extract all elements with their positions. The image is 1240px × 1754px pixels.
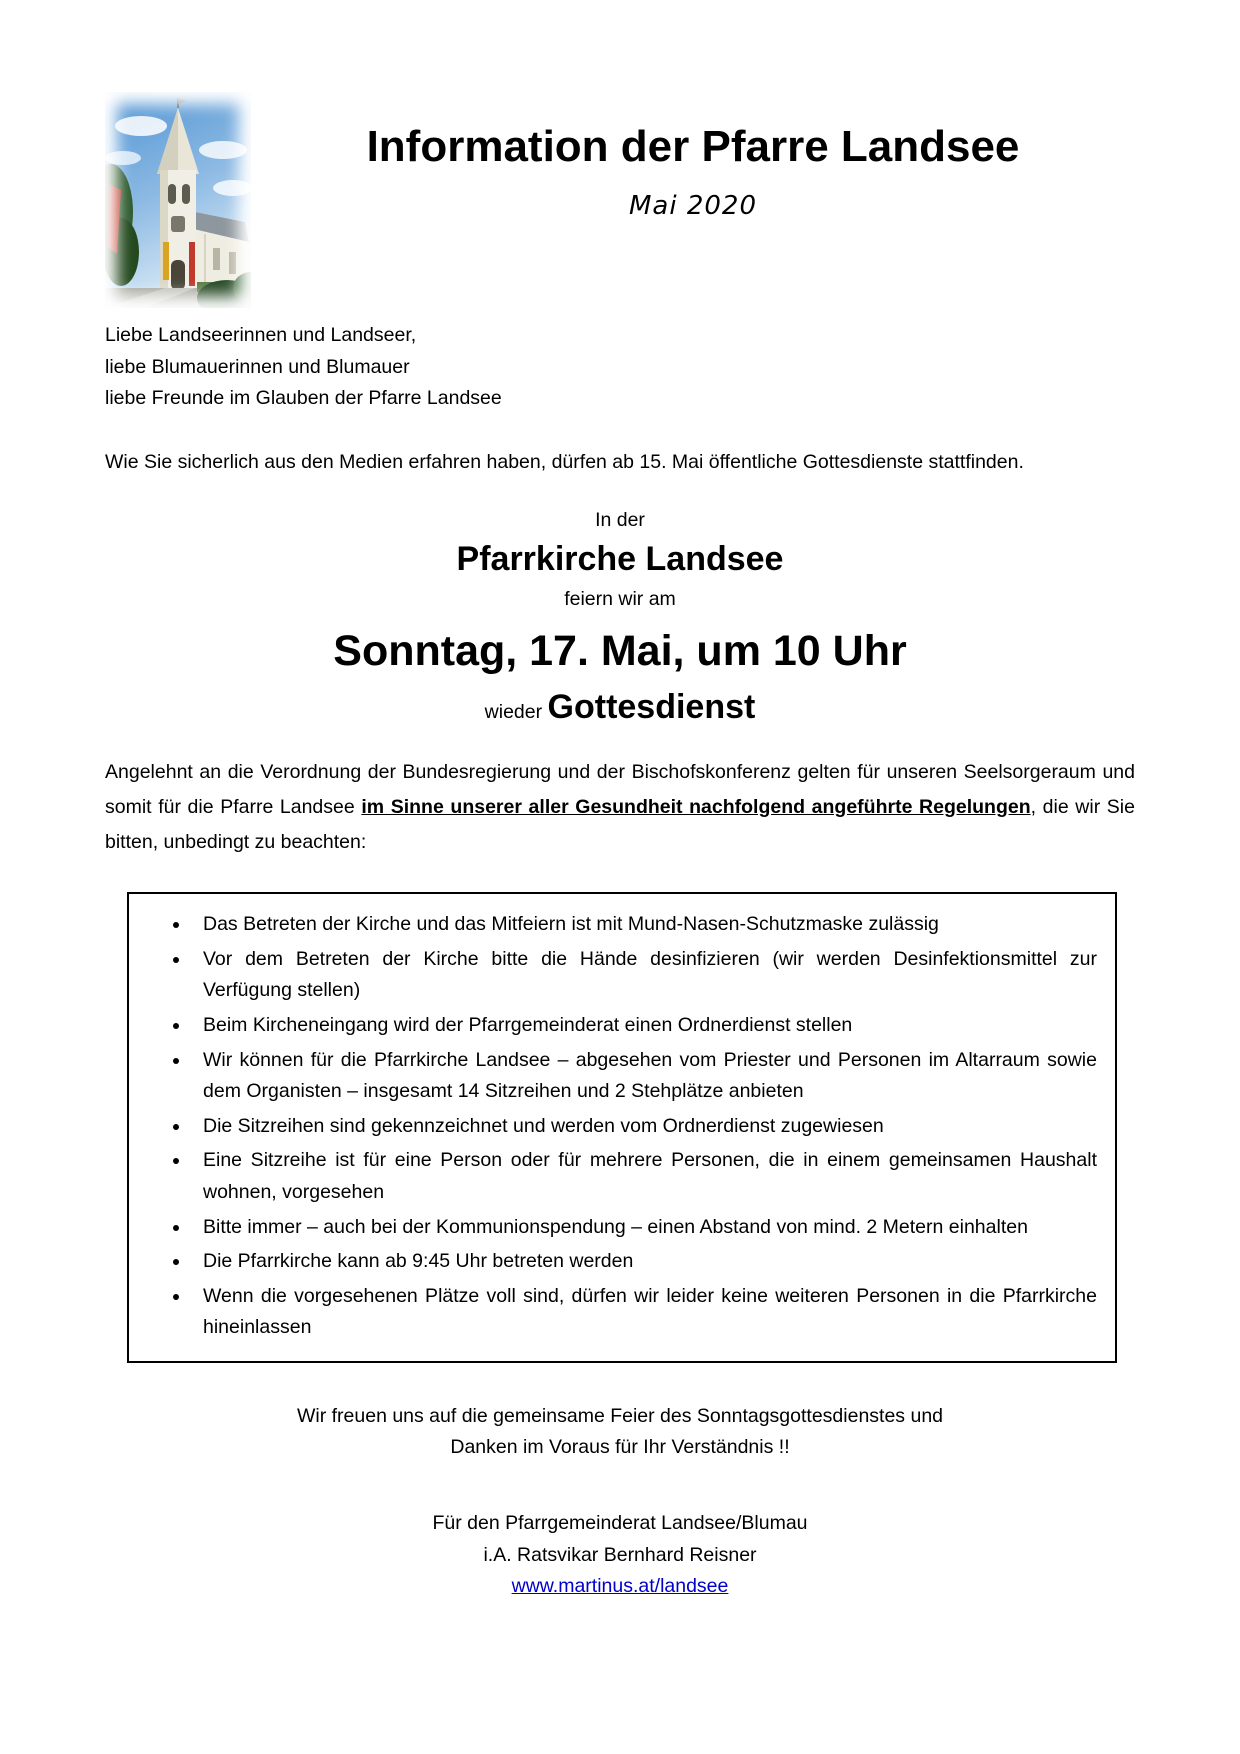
salutation-line-2: liebe Blumauerinnen und Blumauer [105,355,410,378]
announcement-line-1: In der [595,508,645,531]
signature-line-2: i.A. Ratsvikar Bernhard Reisner [483,1543,757,1566]
announcement-line-5 [105,688,1135,727]
closing-line-2: Danken im Voraus für Ihr Verständnis !! [450,1436,790,1459]
salutation-line-1: Liebe Landseerinnen und Landseer, [105,324,417,346]
rules-box [127,892,1117,1363]
regulations-intro-part1: Angelehnt an die Verordnung der Bundesregierung und der Bischofskonferenz gelten für unseren Seelsorgeraum und somit für die Pfarre Landsee [105,761,1135,819]
church-photo-image [105,92,251,308]
regulations-intro [105,755,1135,860]
announcement-wieder: wieder [484,701,548,724]
rule-item: • Beim Kircheneingang wird der Pfarrgemeinderat einen Ordnerdienst stellen [191,1010,1097,1042]
rule-item: • Vor dem Betreten der Kirche bitte die Hände desinfizieren (wir werden Desinfektionsmittel zur Verfügung stellen) [191,944,1097,1007]
intro-paragraph: Wie Sie sicherlich aus den Medien erfahren haben, dürfen ab 15. Mai öffentliche Gottesdienste stattfinden. [105,450,1024,473]
announcement-line-3: feiern wir am [564,587,676,610]
signature-line-1: Für den Pfarrgemeinderat Landsee/Blumau [432,1512,808,1534]
regulations-intro-part2: , die wir Sie bitten, unbedingt zu beachten: [105,796,1135,854]
salutation-line-3: liebe Freunde im Glauben der Pfarre Landsee [105,387,502,410]
church-photo [105,92,251,308]
rule-item: • Die Pfarrkirche kann ab 9:45 Uhr betreten werden [191,1246,1097,1278]
rule-item: • Wenn die vorgesehenen Plätze voll sind, dürfen wir leider keine weiteren Personen in die Pfarrkirche hineinlassen [191,1281,1097,1344]
rules-list [145,909,1097,1344]
rule-item: • Die Sitzreihen sind gekennzeichnet und werden vom Ordnerdienst zugewiesen [191,1111,1097,1143]
header-text [251,92,1135,221]
page-title: Information der Pfarre Landsee [366,122,1020,171]
document-header [105,92,1135,308]
announcement [105,504,1135,727]
regulations-intro-emphasis: im Sinne unserer aller Gesundheit nachfolgend angeführte Regelungen [361,796,1031,819]
rule-item: • Bitte immer – auch bei der Kommunionspendung – einen Abstand von mind. 2 Metern einhalten [191,1212,1097,1244]
closing [105,1401,1135,1464]
website-link[interactable]: www.martinus.at/landsee [511,1575,729,1598]
rule-item: • Das Betreten der Kirche und das Mitfeiern ist mit Mund-Nasen-Schutzmaske zulässig [191,909,1097,941]
announcement-church-name: Pfarrkirche Landsee [456,539,784,578]
announcement-date-time: Sonntag, 17. Mai, um 10 Uhr [333,627,907,675]
closing-line-1: Wir freuen uns auf die gemeinsame Feier des Sonntagsgottesdienstes und [296,1404,944,1427]
rule-item: • Wir können für die Pfarrkirche Landsee – abgesehen vom Priester und Personen im Altarraum sowie dem Organisten – insgesamt 14 Sitzreihen und 2 Stehplätze anbieten [191,1045,1097,1108]
announcement-gottesdienst: Gottesdienst [547,688,756,727]
rule-item: • Eine Sitzreihe ist für eine Person oder für mehrere Personen, die in einem gemeinsamen Haushalt wohnen, vorgesehen [191,1145,1097,1208]
document-date: Mai 2020 [628,190,758,221]
signature [105,1508,1135,1603]
salutation [105,320,1135,415]
